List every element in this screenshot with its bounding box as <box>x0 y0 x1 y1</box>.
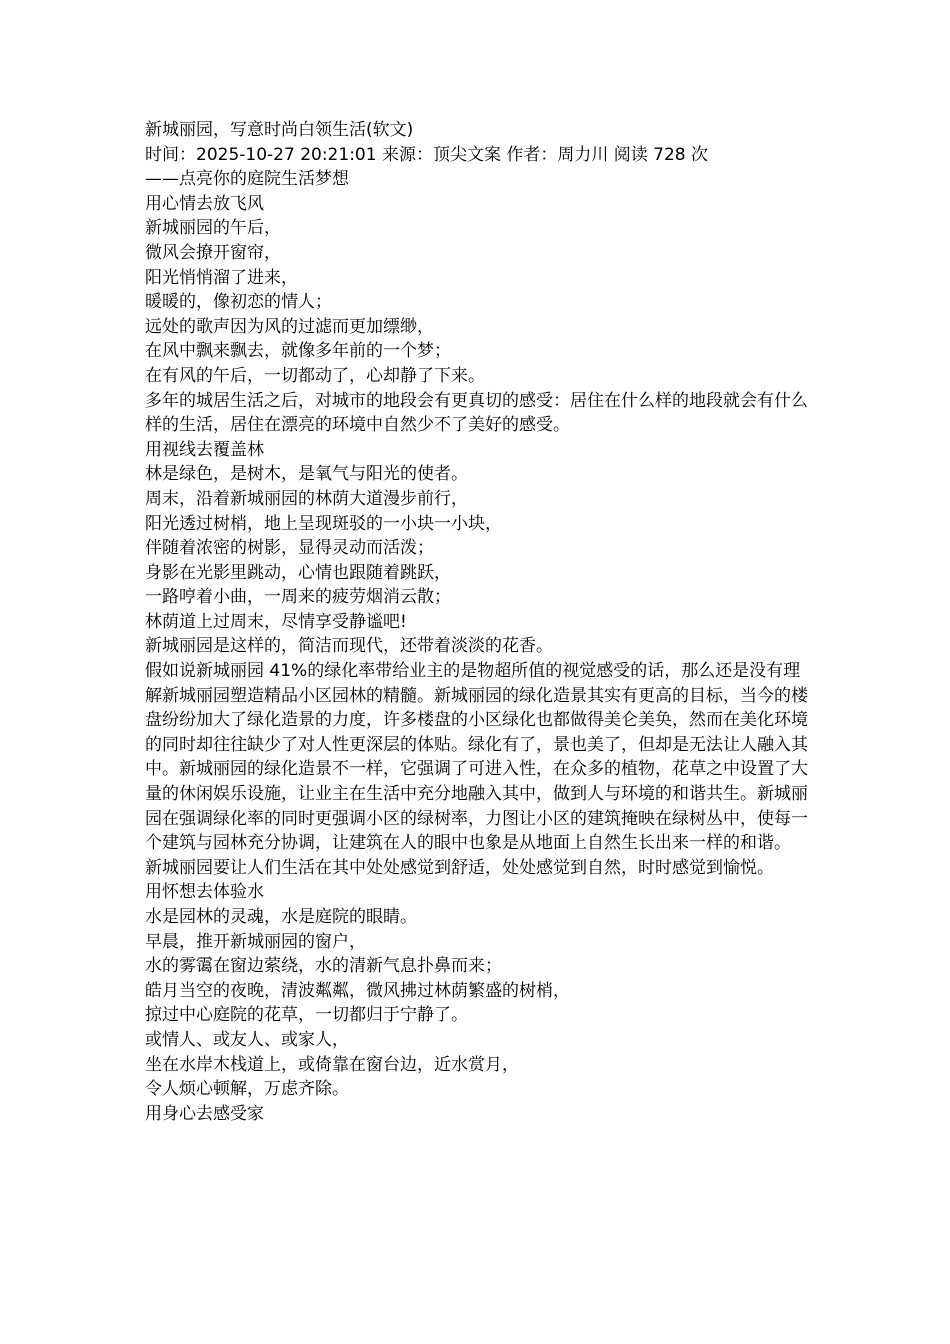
text-paragraph: 多年的城居生活之后，对城市的地段会有更真切的感受：居住在什么样的地段就会有什么样的生活，居住在漂亮的环境中自然少不了美好的感受。 <box>145 390 808 436</box>
text-line: 或情人、或友人、或家人， <box>145 1029 349 1050</box>
article <box>145 118 810 1126</box>
text-line: 坐在水岸木栈道上，或倚靠在窗台边，近水赏月， <box>145 1054 519 1075</box>
text-line: 在有风的午后，一切都动了，心却静了下来。 <box>145 365 485 386</box>
text-line: 林是绿色，是树木，是氧气与阳光的使者。 <box>145 464 468 485</box>
text-line: 身影在光影里跳动，心情也跟随着跳跃， <box>145 562 451 583</box>
text-line: 阳光透过树梢，地上呈现斑驳的一小块一小块， <box>145 513 502 534</box>
text-paragraph: 假如说新城丽园 41%的绿化率带给业主的是物超所值的视觉感受的话，那么还是没有理解新城丽园塑造精品小区园林的精髓。新城丽园的绿化造景其实有更高的目标，当今的楼盘纷纷加大了绿化造景的力度，许多楼盘的小区绿化也都做得美仑美奂，然而在美化环境的同时却往往缺少了对人性更深层的体贴。绿化有了，景也美了，但却是无法让人融入其中。新城丽园的绿化造景不一样，它强调了可进入性，在众多的植物，花草之中设置了大量的休闲娱乐设施，让业主在生活中充分地融入其中，做到人与环境的和谐共生。新城丽园在强调绿化率的同时更强调小区的绿树率，力图让小区的建筑掩映在绿树丛中，使每一个建筑与园林充分协调，让建筑在人的眼中也象是从地面上自然生长出来一样的和谐。 <box>145 661 808 854</box>
article-subtitle: ——点亮你的庭院生活梦想 <box>145 169 349 190</box>
text-line: 皓月当空的夜晚，清波粼粼，微风拂过林荫繁盛的树梢， <box>145 980 570 1001</box>
text-line: 掠过中心庭院的花草，一切都归于宁静了。 <box>145 1005 468 1026</box>
article-meta: 时间：2025-10-27 20:21:01 来源：顶尖文案 作者：周力川 阅读 728 次 <box>145 144 709 165</box>
text-line: 早晨，推开新城丽园的窗户， <box>145 931 366 952</box>
text-line: 林荫道上过周末，尽情享受静谧吧! <box>145 611 407 632</box>
text-line: 新城丽园的午后， <box>145 218 281 239</box>
text-line: 水是园林的灵魂，水是庭院的眼睛。 <box>145 907 417 927</box>
text-line: 远处的歌声因为风的过滤而更加缥缈， <box>145 316 434 337</box>
section-heading-forest: 用视线去覆盖林 <box>145 439 264 460</box>
text-line: 一路哼着小曲，一周来的疲劳烟消云散； <box>145 587 451 608</box>
text-line: 周末，沿着新城丽园的林荫大道漫步前行， <box>145 488 468 509</box>
section-heading-wind: 用心情去放飞风 <box>145 193 264 214</box>
article-title: 新城丽园，写意时尚白领生活(软文) <box>145 120 414 140</box>
text-line: 阳光悄悄溜了进来， <box>145 267 298 288</box>
section-heading-water: 用怀想去体验水 <box>145 882 264 903</box>
text-line: 新城丽园是这样的，简洁而现代，还带着淡淡的花香。 <box>145 636 553 657</box>
text-line: 暖暖的，像初恋的情人； <box>145 292 332 313</box>
text-paragraph: 新城丽园要让人们生活在其中处处感觉到舒适，处处感觉到自然，时时感觉到愉悦。 <box>145 857 774 878</box>
text-line: 微风会撩开窗帘， <box>145 242 281 263</box>
text-line: 令人烦心顿解，万虑齐除。 <box>145 1079 349 1100</box>
text-line: 伴随着浓密的树影，显得灵动而活泼； <box>145 538 434 559</box>
text-line: 在风中飘来飘去，就像多年前的一个梦； <box>145 341 451 362</box>
section-heading-home: 用身心去感受家 <box>145 1103 264 1124</box>
text-line: 水的雾霭在窗边萦绕，水的清新气息扑鼻而来； <box>145 956 502 977</box>
